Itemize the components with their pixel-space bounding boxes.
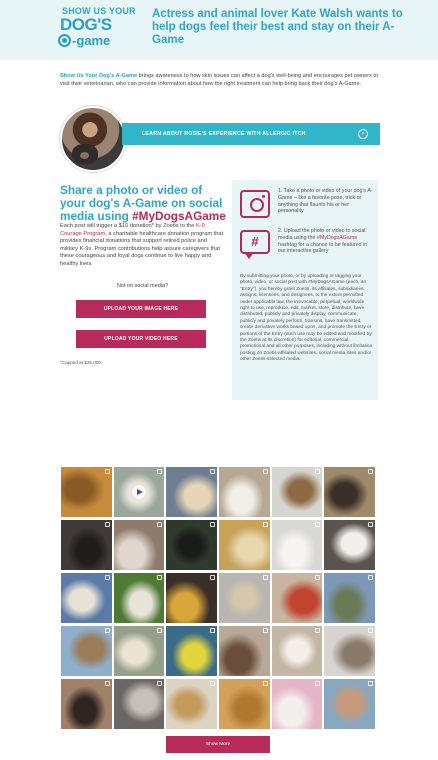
instagram-icon: [157, 628, 162, 633]
gallery-tile[interactable]: [219, 626, 270, 676]
gallery-tile[interactable]: [324, 573, 375, 623]
gallery-tile[interactable]: [324, 626, 375, 676]
campaign-logo[interactable]: [58, 6, 134, 52]
show-more-button[interactable]: Show More: [166, 736, 270, 753]
page-headline: Actress and animal lover Kate Walsh wants to help dogs feel their best and stay on their A-Game: [152, 8, 403, 46]
gallery-tile[interactable]: [272, 520, 323, 570]
gallery-tile[interactable]: [324, 679, 375, 729]
play-icon[interactable]: [132, 485, 146, 499]
instagram-icon: [368, 628, 373, 633]
share-title: [60, 184, 230, 223]
instagram-icon: [105, 681, 110, 686]
gallery-tile[interactable]: [166, 573, 217, 623]
gallery-tile[interactable]: [219, 573, 270, 623]
a-ring-icon: [58, 34, 71, 47]
gallery-tile[interactable]: [272, 573, 323, 623]
dog-photo-gallery: [61, 467, 375, 729]
banner-label: LEARN ABOUT ROSIE'S EXPERIENCE WITH ALLERGIC ITCH: [142, 131, 306, 137]
rosie-banner-row: [60, 106, 380, 172]
instagram-icon: [105, 522, 110, 527]
instagram-icon: [263, 522, 268, 527]
share-description: [60, 223, 225, 268]
gallery-tile[interactable]: [61, 679, 112, 729]
instagram-icon: [368, 469, 373, 474]
instagram-icon: [210, 575, 215, 580]
instagram-icon: [315, 575, 320, 580]
step-2-pre: 2. Upload the photo or video to social media using the: [278, 228, 366, 241]
gallery-tile[interactable]: [114, 520, 165, 570]
intro-paragraph: [60, 73, 380, 88]
instagram-icon: [263, 628, 268, 633]
gallery-tile[interactable]: [114, 626, 165, 676]
hashtag-bubble-icon: #: [240, 230, 270, 254]
instagram-icon: [368, 522, 373, 527]
gallery-tile[interactable]: [166, 520, 217, 570]
instagram-icon: [315, 522, 320, 527]
step-2-hashtag: #MyDogsAGame: [316, 234, 358, 241]
donation-cap-note: *Capped at $25,000.: [60, 360, 103, 365]
logo-line-3: [58, 33, 110, 48]
gallery-tile[interactable]: [61, 520, 112, 570]
instagram-icon: [157, 575, 162, 580]
gallery-tile[interactable]: [324, 467, 375, 517]
upload-image-button[interactable]: UPLOAD YOUR IMAGE HERE: [76, 300, 206, 318]
gallery-tile[interactable]: [114, 467, 165, 517]
instagram-icon: [210, 469, 215, 474]
learn-rosie-banner[interactable]: [122, 123, 380, 145]
logo-line-3-text: -game: [72, 33, 111, 48]
instagram-icon: [263, 575, 268, 580]
share-title-hashtag: #MyDogsAGame: [132, 209, 226, 223]
instagram-icon: [368, 681, 373, 686]
instagram-icon: [210, 628, 215, 633]
gallery-tile[interactable]: [219, 467, 270, 517]
dog-in-avatar: [72, 144, 98, 164]
gallery-tile[interactable]: [272, 679, 323, 729]
not-on-social-label: Not on social media?: [116, 283, 169, 289]
gallery-tile[interactable]: [114, 679, 165, 729]
share-title-text: Share a photo or video of your dog's A-Game on social media using: [60, 183, 223, 223]
step-1-text: 1. Take a photo or video of your dog's A-Game – like a favorite pose, trick or anything that flaunts his or her personality: [278, 188, 373, 215]
gallery-tile[interactable]: [272, 467, 323, 517]
kate-walsh-avatar: [60, 106, 126, 172]
gallery-tile[interactable]: [166, 679, 217, 729]
instagram-icon: [368, 575, 373, 580]
instagram-icon: [105, 628, 110, 633]
instagram-icon: [210, 522, 215, 527]
instagram-icon: [315, 469, 320, 474]
logo-line-2: DOG'S: [60, 15, 112, 34]
chevron-right-icon[interactable]: ›: [358, 129, 368, 139]
gallery-tile[interactable]: [272, 626, 323, 676]
gallery-tile[interactable]: [166, 626, 217, 676]
step-2-post: hashtag for a chance to be featured in our interactive gallery: [278, 241, 368, 255]
bubble-tail: [244, 252, 254, 259]
upload-video-button[interactable]: UPLOAD YOUR VIDEO HERE: [76, 330, 206, 348]
instagram-icon: [157, 522, 162, 527]
gallery-tile[interactable]: [114, 573, 165, 623]
instagram-icon: [157, 681, 162, 686]
gallery-tile[interactable]: [219, 520, 270, 570]
gallery-tile[interactable]: [61, 467, 112, 517]
share-desc-pre: Each post will trigger a $10 donation* by Zoetis to the: [60, 223, 196, 229]
step-2-icon-wrap: [240, 230, 270, 258]
step-2-text: [278, 228, 376, 255]
instagram-icon: [263, 681, 268, 686]
intro-brand: Show Us Your Dog's A-Game: [60, 73, 138, 79]
legal-terms: By submitting your photo, or by uploading or tagging your photo, video, or social post with #MyDogsAGame (each, an "Entry"), you hereby grant Zoetis, its affiliates, subsidiaries, assigns, licensees, and designees, to the extent permitted under applicable law, the irrevocable, perpetual, worldwide right to use, reproduce, edit, market, store, distribute, have distributed, publicly and privately display, communicate, publicly and privately perform, transmit, have transmitted, create derivative works based upon, and promote the Entry or portions of the Entry (such use may be edited and modified by the Zoetis at its discretion) for editorial, commercial, promotional and all other purposes, including without limitation posting on Zoetis-affiliated websites, social media sites and/or other Zoetis-selected media.: [240, 274, 373, 363]
gallery-tile[interactable]: [219, 679, 270, 729]
instagram-icon: [263, 469, 268, 474]
instagram-icon: [315, 628, 320, 633]
intro-text: brings awareness to how skin issues can affect a dog's well-being and encourages pet owners to visit their veterinarian, who can provide information about how the right treatment can help bring back their dog's A-Game.: [60, 73, 379, 87]
k9-courage-link[interactable]: K-9 Courage Program: [60, 223, 205, 237]
gallery-tile[interactable]: [61, 573, 112, 623]
step-1-icon-wrap: [240, 190, 270, 218]
share-desc-post: , a charitable healthcare donation program that provides financial donations that support retired police and military K-9s. Program contributions help assure caregivers that these courageous and loyal dogs continue to live happy and healthy lives.: [60, 230, 224, 267]
instagram-icon: [157, 469, 162, 474]
gallery-tile[interactable]: [324, 520, 375, 570]
page-header: [0, 0, 438, 60]
gallery-tile[interactable]: [166, 467, 217, 517]
instagram-icon: [105, 469, 110, 474]
logo-line-1: SHOW US YOUR: [62, 6, 136, 16]
instagram-icon: [315, 681, 320, 686]
instagram-icon: [105, 575, 110, 580]
instructions-panel: [232, 180, 378, 400]
gallery-tile[interactable]: [61, 626, 112, 676]
instagram-icon: [210, 681, 215, 686]
camera-icon: [240, 190, 270, 218]
